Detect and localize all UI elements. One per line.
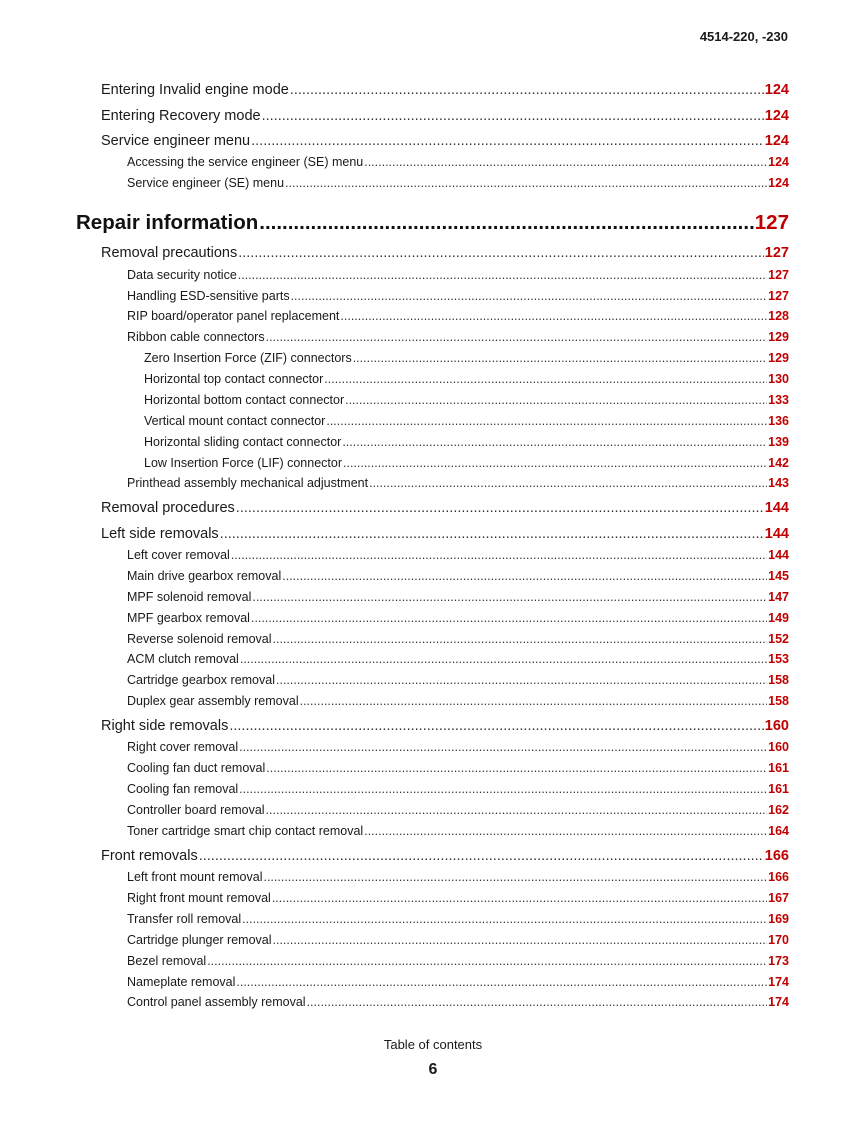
toc-entry[interactable] bbox=[101, 526, 789, 542]
toc-entry[interactable] bbox=[127, 476, 789, 490]
toc-entry-page: 139 bbox=[768, 435, 789, 449]
toc-entry-title: MPF solenoid removal bbox=[127, 590, 252, 604]
toc-entry-title: Right cover removal bbox=[127, 740, 239, 754]
toc-entry-page: 124 bbox=[764, 133, 789, 149]
dot-leader bbox=[236, 975, 767, 989]
toc-entry-page: 127 bbox=[768, 289, 789, 303]
toc-entry-page: 160 bbox=[768, 740, 789, 754]
toc-entry-page: 124 bbox=[768, 176, 789, 190]
dot-leader bbox=[220, 526, 764, 542]
toc-entry-page: 128 bbox=[768, 309, 789, 323]
dot-leader bbox=[266, 803, 768, 817]
document-model-header: 4514-220, -230 bbox=[699, 29, 788, 44]
dot-leader bbox=[353, 351, 767, 365]
toc-entry-page: 143 bbox=[768, 476, 789, 490]
toc-entry[interactable] bbox=[127, 761, 789, 775]
toc-entry-title: Zero Insertion Force (ZIF) connectors bbox=[144, 351, 352, 365]
toc-entry-title: Removal precautions bbox=[101, 245, 238, 261]
dot-leader bbox=[199, 848, 764, 864]
toc-entry-page: 124 bbox=[768, 155, 789, 169]
toc-entry-title: Printhead assembly mechanical adjustment bbox=[127, 476, 369, 490]
toc-entry-title: Left cover removal bbox=[127, 548, 230, 562]
toc-entry-title: Duplex gear assembly removal bbox=[127, 694, 299, 708]
toc-entry-page: 133 bbox=[768, 393, 789, 407]
dot-leader bbox=[238, 245, 764, 261]
dot-leader bbox=[345, 393, 767, 407]
toc-entry-title: Cartridge plunger removal bbox=[127, 933, 272, 947]
toc-entry-page: 173 bbox=[768, 954, 789, 968]
dot-leader bbox=[324, 372, 767, 386]
toc-entry[interactable] bbox=[101, 245, 789, 261]
toc-entry-page: 160 bbox=[764, 718, 789, 734]
toc-entry[interactable] bbox=[144, 393, 789, 407]
dot-leader bbox=[300, 694, 768, 708]
toc-entry[interactable] bbox=[127, 590, 789, 604]
toc-entry-title: Data security notice bbox=[127, 268, 237, 282]
toc-entry[interactable] bbox=[144, 435, 789, 449]
toc-entry-title: Left side removals bbox=[101, 526, 219, 542]
toc-entry[interactable] bbox=[127, 975, 789, 989]
toc-entry-title: RIP board/operator panel replacement bbox=[127, 309, 340, 323]
dot-leader bbox=[342, 435, 767, 449]
toc-entry[interactable] bbox=[127, 611, 789, 625]
toc-entry[interactable] bbox=[127, 309, 789, 323]
toc-entry-page: 152 bbox=[768, 632, 789, 646]
toc-entry[interactable] bbox=[127, 933, 789, 947]
toc-entry-title: Service engineer menu bbox=[101, 133, 251, 149]
toc-entry-page: 127 bbox=[768, 268, 789, 282]
toc-entry-page: 136 bbox=[768, 414, 789, 428]
dot-leader bbox=[285, 176, 767, 190]
dot-leader bbox=[273, 933, 768, 947]
toc-entry-page: 142 bbox=[768, 456, 789, 470]
toc-entry-page: 161 bbox=[768, 782, 789, 796]
toc-entry[interactable] bbox=[101, 108, 789, 124]
dot-leader bbox=[262, 108, 764, 124]
dot-leader bbox=[259, 211, 754, 235]
toc-entry-page: 158 bbox=[768, 694, 789, 708]
dot-leader bbox=[236, 500, 764, 516]
toc-entry-title: Right front mount removal bbox=[127, 891, 271, 905]
dot-leader bbox=[326, 414, 767, 428]
toc-entry[interactable] bbox=[127, 891, 789, 905]
dot-leader bbox=[364, 155, 767, 169]
toc-entry-title: Right side removals bbox=[101, 718, 229, 734]
toc-entry[interactable] bbox=[127, 330, 789, 344]
toc-entry[interactable] bbox=[144, 351, 789, 365]
toc-entry-title: Nameplate removal bbox=[127, 975, 236, 989]
toc-entry-page: 166 bbox=[768, 870, 789, 884]
toc-entry-page: 127 bbox=[754, 211, 789, 234]
toc-entry-title: MPF gearbox removal bbox=[127, 611, 250, 625]
toc-entry-title: Entering Invalid engine mode bbox=[101, 82, 289, 98]
toc-entry-page: 147 bbox=[768, 590, 789, 604]
toc-entry-title: Toner cartridge smart chip contact removal bbox=[127, 824, 364, 838]
toc-entry-page: 124 bbox=[764, 108, 789, 124]
toc-entry[interactable] bbox=[101, 500, 789, 516]
toc-entry-title: ACM clutch removal bbox=[127, 652, 239, 666]
toc-entry-page: 174 bbox=[768, 995, 789, 1009]
toc-entry-title: Reverse solenoid removal bbox=[127, 632, 272, 646]
toc-entry-page: 158 bbox=[768, 673, 789, 687]
toc-entry[interactable] bbox=[127, 673, 789, 687]
dot-leader bbox=[273, 632, 768, 646]
toc-entry-page: 164 bbox=[768, 824, 789, 838]
toc-entry[interactable] bbox=[127, 803, 789, 817]
toc-entry-page: 161 bbox=[768, 761, 789, 775]
toc-entry-title: Left front mount removal bbox=[127, 870, 263, 884]
toc-entry-title: Horizontal bottom contact connector bbox=[144, 393, 345, 407]
dot-leader bbox=[364, 824, 767, 838]
dot-leader bbox=[239, 740, 767, 754]
toc-entry-page: 162 bbox=[768, 803, 789, 817]
toc-entry-title: Controller board removal bbox=[127, 803, 265, 817]
dot-leader bbox=[242, 912, 767, 926]
toc-entry-page: 130 bbox=[768, 372, 789, 386]
toc-entry-page: 129 bbox=[768, 330, 789, 344]
toc-entry[interactable] bbox=[127, 740, 789, 754]
toc-entry-title: Cartridge gearbox removal bbox=[127, 673, 275, 687]
toc-entry-title: Bezel removal bbox=[127, 954, 207, 968]
toc-entry-title: Ribbon cable connectors bbox=[127, 330, 265, 344]
toc-chapter-title: Repair information bbox=[76, 211, 259, 234]
toc-entry-page: 124 bbox=[764, 82, 789, 98]
dot-leader bbox=[239, 782, 767, 796]
dot-leader bbox=[266, 330, 768, 344]
footer-page-number: 6 bbox=[428, 1061, 438, 1078]
dot-leader bbox=[369, 476, 767, 490]
toc-entry[interactable] bbox=[101, 133, 789, 149]
dot-leader bbox=[291, 289, 768, 303]
toc-entry-page: 174 bbox=[768, 975, 789, 989]
dot-leader bbox=[252, 590, 767, 604]
toc-entry[interactable] bbox=[101, 718, 789, 734]
toc-entry[interactable] bbox=[144, 414, 789, 428]
toc-entry-title: Horizontal sliding contact connector bbox=[144, 435, 342, 449]
toc-entry[interactable] bbox=[127, 912, 789, 926]
dot-leader bbox=[231, 548, 767, 562]
toc-entry[interactable] bbox=[127, 824, 789, 838]
toc-entry[interactable] bbox=[144, 456, 789, 470]
toc-entry-title: Service engineer (SE) menu bbox=[127, 176, 285, 190]
toc-entry-title: Main drive gearbox removal bbox=[127, 569, 282, 583]
toc-entry-title: Front removals bbox=[101, 848, 198, 864]
toc-entry[interactable] bbox=[127, 782, 789, 796]
toc-entry-page: 170 bbox=[768, 933, 789, 947]
toc-entry-title: Low Insertion Force (LIF) connector bbox=[144, 456, 342, 470]
toc-entry-title: Cooling fan duct removal bbox=[127, 761, 266, 775]
toc-entry[interactable] bbox=[127, 268, 789, 282]
toc-entry-title: Accessing the service engineer (SE) menu bbox=[127, 155, 364, 169]
toc-entry-title: Horizontal top contact connector bbox=[144, 372, 324, 386]
toc-chapter-entry[interactable] bbox=[76, 211, 789, 235]
toc-entry-title: Handling ESD-sensitive parts bbox=[127, 289, 290, 303]
toc-entry[interactable] bbox=[127, 870, 789, 884]
dot-leader bbox=[263, 870, 767, 884]
toc-entry-page: 144 bbox=[764, 526, 789, 542]
toc-entry[interactable] bbox=[101, 848, 789, 864]
dot-leader bbox=[272, 891, 767, 905]
toc-entry-page: 144 bbox=[764, 500, 789, 516]
toc-entry-page: 149 bbox=[768, 611, 789, 625]
toc-entry-title: Cooling fan removal bbox=[127, 782, 239, 796]
toc-entry[interactable] bbox=[127, 632, 789, 646]
toc-entry-page: 129 bbox=[768, 351, 789, 365]
toc-entry[interactable] bbox=[144, 372, 789, 386]
toc-entry[interactable] bbox=[127, 954, 789, 968]
toc-entry[interactable] bbox=[127, 694, 789, 708]
dot-leader bbox=[290, 82, 764, 98]
toc-entry[interactable] bbox=[127, 155, 789, 169]
toc-entry-page: 166 bbox=[764, 848, 789, 864]
toc-entry[interactable] bbox=[127, 548, 789, 562]
dot-leader bbox=[240, 652, 767, 666]
dot-leader bbox=[282, 569, 767, 583]
toc-entry-title: Transfer roll removal bbox=[127, 912, 242, 926]
dot-leader bbox=[343, 456, 767, 470]
toc-entry-title: Vertical mount contact connector bbox=[144, 414, 326, 428]
toc-entry[interactable] bbox=[127, 289, 789, 303]
footer-section-label: Table of contents bbox=[383, 1037, 483, 1052]
dot-leader bbox=[307, 995, 768, 1009]
toc-entry-title: Entering Recovery mode bbox=[101, 108, 261, 124]
toc-entry-page: 169 bbox=[768, 912, 789, 926]
dot-leader bbox=[266, 761, 767, 775]
toc-entry-page: 144 bbox=[768, 548, 789, 562]
dot-leader bbox=[340, 309, 767, 323]
toc-entry-page: 127 bbox=[764, 245, 789, 261]
toc-entry-page: 145 bbox=[768, 569, 789, 583]
toc-entry-page: 167 bbox=[768, 891, 789, 905]
toc-entry-title: Removal procedures bbox=[101, 500, 235, 516]
toc-entry[interactable] bbox=[127, 652, 789, 666]
toc-entry[interactable] bbox=[127, 995, 789, 1009]
dot-leader bbox=[229, 718, 763, 734]
dot-leader bbox=[251, 611, 767, 625]
toc-entry-title: Control panel assembly removal bbox=[127, 995, 306, 1009]
dot-leader bbox=[251, 133, 764, 149]
toc-entry[interactable] bbox=[127, 176, 789, 190]
toc-entry[interactable] bbox=[127, 569, 789, 583]
dot-leader bbox=[207, 954, 767, 968]
dot-leader bbox=[238, 268, 767, 282]
toc-entry[interactable] bbox=[101, 82, 789, 98]
dot-leader bbox=[276, 673, 767, 687]
toc-entry-page: 153 bbox=[768, 652, 789, 666]
